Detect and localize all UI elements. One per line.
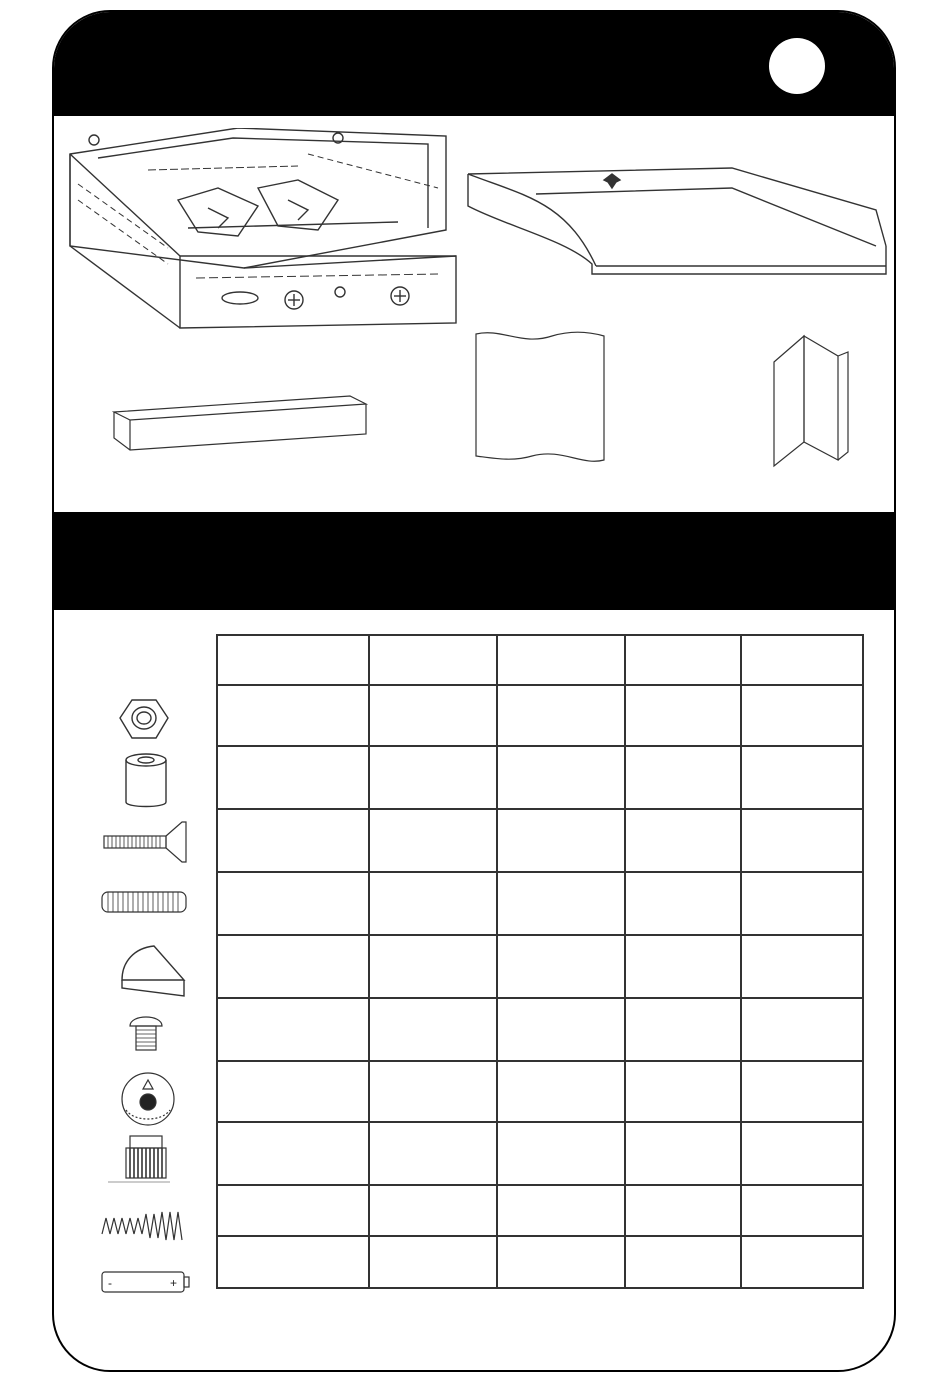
griddle-base-icon — [68, 128, 458, 336]
table-cell — [369, 872, 497, 935]
table-cell — [217, 872, 369, 935]
battery-plus-sign: + — [170, 1276, 178, 1290]
table-cell — [369, 935, 497, 998]
threaded-rod-icon — [98, 884, 194, 920]
table-cell — [497, 1236, 625, 1288]
page-number-circle — [769, 38, 825, 94]
table-cell — [369, 746, 497, 809]
table-cell — [741, 1236, 863, 1288]
table-row — [217, 998, 863, 1061]
table-row — [217, 685, 863, 746]
battery-icon — [98, 1268, 194, 1298]
table-cell — [497, 1122, 625, 1185]
table-cell — [741, 685, 863, 746]
table-cell — [369, 1185, 497, 1236]
table-cell — [625, 685, 741, 746]
table-row — [217, 1061, 863, 1122]
table-cell — [369, 998, 497, 1061]
hardware-band — [54, 512, 894, 610]
battery-minus-sign: - — [108, 1276, 112, 1290]
table-cell — [217, 935, 369, 998]
table-cell — [217, 998, 369, 1061]
table-cell — [625, 935, 741, 998]
table-cell — [741, 746, 863, 809]
table-row — [217, 746, 863, 809]
table-cell — [497, 935, 625, 998]
table-cell — [497, 872, 625, 935]
table-cell — [625, 1236, 741, 1288]
table-cell — [217, 746, 369, 809]
table-cell — [217, 685, 369, 746]
table-cell — [497, 1061, 625, 1122]
table-cell — [741, 1122, 863, 1185]
table-cell — [217, 1061, 369, 1122]
table-cell — [741, 635, 863, 685]
table-row — [217, 809, 863, 872]
cover-sheet-icon — [472, 326, 612, 466]
hex-nut-icon — [98, 694, 194, 744]
spacer-icon — [98, 752, 194, 810]
table-cell — [217, 809, 369, 872]
spring-icon — [98, 1208, 194, 1246]
table-cell — [625, 1122, 741, 1185]
manual-booklet-icon — [770, 334, 856, 468]
control-knob-icon — [98, 1070, 194, 1128]
table-cell — [369, 809, 497, 872]
table-cell — [369, 1236, 497, 1288]
table-row — [217, 1185, 863, 1236]
table-cell — [741, 1061, 863, 1122]
table-cell — [625, 809, 741, 872]
table-cell — [217, 635, 369, 685]
knob-spindle-icon — [98, 1134, 194, 1184]
table-cell — [369, 1122, 497, 1185]
countersunk-screw-icon — [98, 818, 194, 866]
table-cell — [369, 685, 497, 746]
table-cell — [625, 635, 741, 685]
table-cell — [625, 872, 741, 935]
table-cell — [217, 1236, 369, 1288]
table-cell — [625, 1061, 741, 1122]
table-cell — [741, 809, 863, 872]
table-cell — [497, 809, 625, 872]
table-header-row — [217, 635, 863, 685]
grease-tray-icon — [112, 388, 368, 460]
table-cell — [497, 1185, 625, 1236]
package-contents — [54, 116, 894, 512]
table-cell — [625, 746, 741, 809]
table-cell — [625, 1185, 741, 1236]
hardware-table — [216, 634, 864, 1289]
table-cell — [217, 1122, 369, 1185]
table-cell — [497, 635, 625, 685]
half-round-foot-icon — [98, 944, 194, 1000]
table-cell — [625, 998, 741, 1061]
table-cell — [497, 685, 625, 746]
table-cell — [369, 1061, 497, 1122]
header-band — [54, 12, 894, 116]
table-cell — [217, 1185, 369, 1236]
table-cell — [741, 1185, 863, 1236]
table-row — [217, 935, 863, 998]
table-cell — [369, 635, 497, 685]
table-row — [217, 1236, 863, 1288]
table-row — [217, 1122, 863, 1185]
pan-head-screw-icon — [98, 1012, 194, 1054]
griddle-plate-icon — [466, 166, 890, 278]
instruction-card — [52, 10, 896, 1372]
table-cell — [741, 935, 863, 998]
table-cell — [497, 746, 625, 809]
table-cell — [741, 998, 863, 1061]
table-row — [217, 872, 863, 935]
table-cell — [497, 998, 625, 1061]
table-cell — [741, 872, 863, 935]
